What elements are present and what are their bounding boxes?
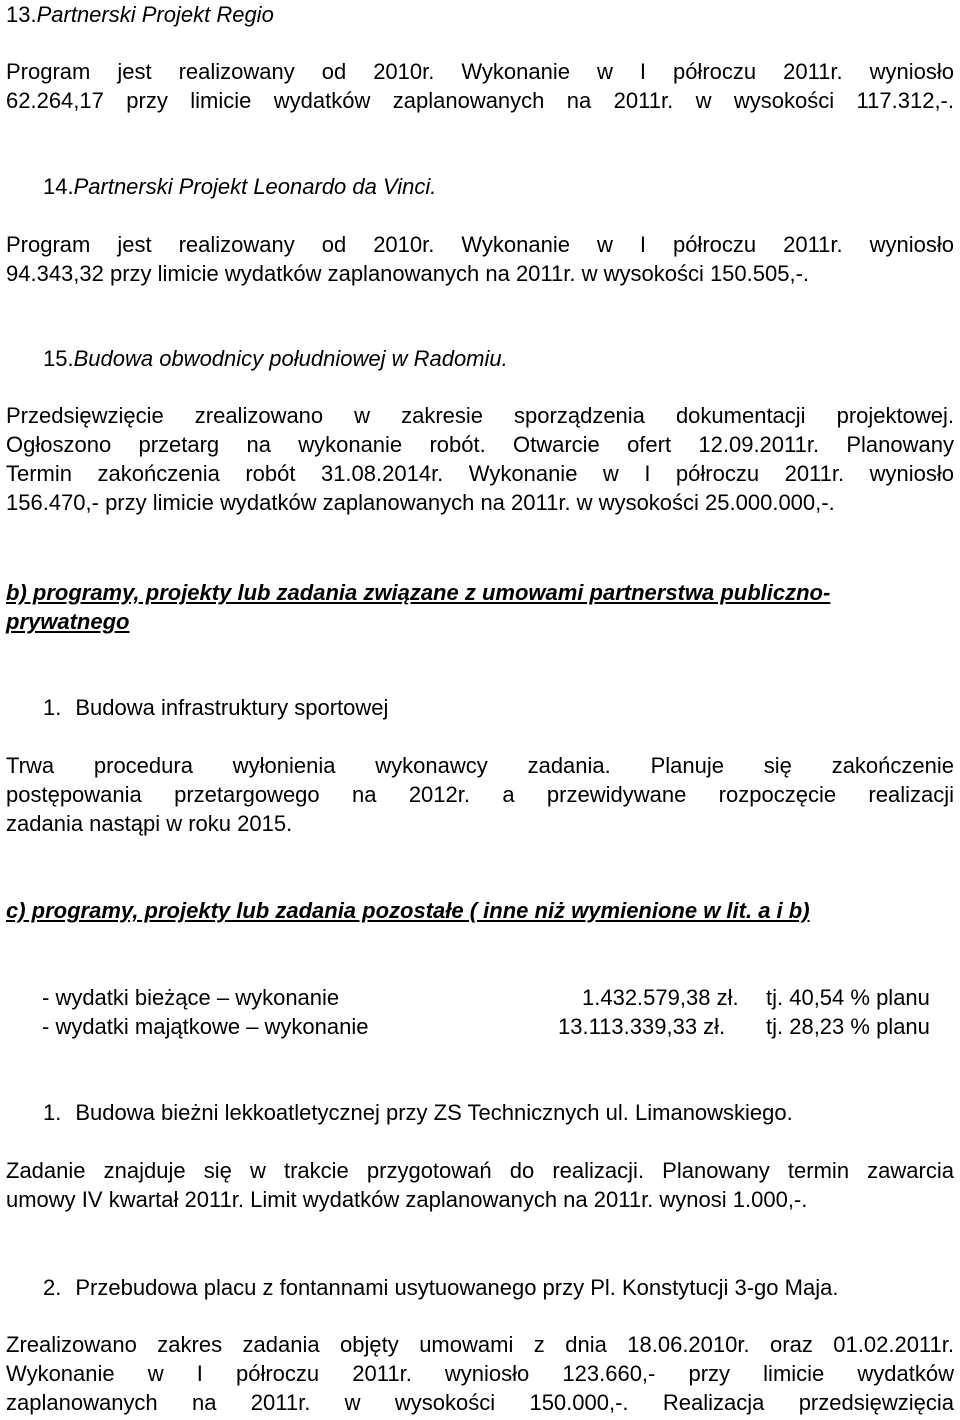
paragraph-line: Wykonanie w I półroczu 2011r. wyniosło 123.660,- przy limicie wydatków xyxy=(6,1361,954,1386)
item-13-heading xyxy=(6,0,954,29)
paragraph-line: zadania nastąpi w roku 2015. xyxy=(6,811,293,836)
paragraph-line: Przedsięwzięcie zrealizowano w zakresie sporządzenia dokumentacji projektowej. xyxy=(6,403,954,428)
item-15-heading xyxy=(43,344,943,373)
expense-percent-current: tj. 40,54 % planu xyxy=(766,985,930,1010)
paragraph-line: postępowania przetargowego na 2012r. a przewidywane rozpoczęcie realizacji xyxy=(6,782,954,807)
paragraph-line: 156.470,- przy limicie wydatków zaplanowanych na 2011r. w wysokości 25.000.000,-. xyxy=(6,490,835,515)
paragraph-line: Program jest realizowany od 2010r. Wykonanie w I półroczu 2011r. wyniosło xyxy=(6,59,954,84)
paragraph-line: Program jest realizowany od 2010r. Wykonanie w I półroczu 2011r. wyniosło xyxy=(6,232,954,257)
section-b-heading-line2: prywatnego xyxy=(6,609,130,634)
section-c-heading-text: c) programy, projekty lub zadania pozostałe ( inne niż wymienione w lit. a i b) xyxy=(6,898,810,923)
paragraph-line: Termin zakończenia robót 31.08.2014r. Wykonanie w I półroczu 2011r. wyniosło xyxy=(6,461,954,486)
item-14-title: Partnerski Projekt Leonardo da Vinci. xyxy=(73,174,437,199)
section-c-item-2-body xyxy=(6,1330,954,1417)
section-c-item-2-heading xyxy=(43,1273,943,1302)
paragraph-line: Trwa procedura wyłonienia wykonawcy zadania. Planuje się zakończenie xyxy=(6,753,954,778)
expense-label-current: - wydatki bieżące – wykonanie xyxy=(42,985,340,1010)
paragraph-line: zaplanowanych na 2011r. w wysokości 150.000,-. Realizacja przedsięwzięcia xyxy=(6,1390,954,1415)
item-15-title: Budowa obwodnicy południowej w Radomiu. xyxy=(73,346,508,371)
section-c-heading xyxy=(6,896,954,925)
paragraph-line: umowy IV kwartał 2011r. Limit wydatków zaplanowanych na 2011r. wynosi 1.000,-. xyxy=(6,1187,808,1212)
expense-amount-capital: 13.113.339,33 zł. xyxy=(558,1014,726,1039)
expense-amount-current: 1.432.579,38 zł. xyxy=(582,985,739,1010)
paragraph-line: Zrealizowano zakres zadania objęty umowami z dnia 18.06.2010r. oraz 01.02.2011r. xyxy=(6,1332,954,1357)
paragraph-line: Ogłoszono przetarg na wykonanie robót. Otwarcie ofert 12.09.2011r. Planowany xyxy=(6,432,954,457)
item-13-number: 13. xyxy=(6,2,37,27)
item-14-number: 14. xyxy=(43,174,74,199)
item-15-body xyxy=(6,401,954,517)
section-b-item-1-body xyxy=(6,751,954,838)
expense-label-capital: - wydatki majątkowe – wykonanie xyxy=(42,1014,369,1039)
item-14-heading xyxy=(43,172,943,201)
item-15-number: 15. xyxy=(43,346,74,371)
item-13-title: Partnerski Projekt Regio xyxy=(36,2,274,27)
section-b-item-1-title: Budowa infrastruktury sportowej xyxy=(75,695,389,720)
section-b-heading xyxy=(6,578,954,636)
section-b-item-1-number: 1. xyxy=(43,695,62,720)
section-c-item-1-body xyxy=(6,1156,954,1214)
section-c-item-1-number: 1. xyxy=(43,1100,62,1125)
section-c-item-1-heading xyxy=(43,1098,943,1127)
section-c-item-2-title: Przebudowa placu z fontannami usytuowanego przy Pl. Konstytucji 3-go Maja. xyxy=(75,1275,839,1300)
section-c-item-2-number: 2. xyxy=(43,1275,62,1300)
section-b-heading-line1: b) programy, projekty lub zadania związane z umowami partnerstwa publiczno- xyxy=(6,580,831,605)
item-14-body xyxy=(6,230,954,288)
paragraph-line: Zadanie znajduje się w trakcie przygotowań do realizacji. Planowany termin zawarcia xyxy=(6,1158,954,1183)
section-b-item-1-heading xyxy=(43,693,943,722)
expense-percent-capital: tj. 28,23 % planu xyxy=(766,1014,930,1039)
item-13-body xyxy=(6,57,954,115)
section-c-item-1-title: Budowa bieżni lekkoatletycznej przy ZS Technicznych ul. Limanowskiego. xyxy=(75,1100,793,1125)
paragraph-line: 62.264,17 przy limicie wydatków zaplanowanych na 2011r. w wysokości 117.312,-. xyxy=(6,88,954,113)
paragraph-line: 94.343,32 przy limicie wydatków zaplanowanych na 2011r. w wysokości 150.505,-. xyxy=(6,261,810,286)
